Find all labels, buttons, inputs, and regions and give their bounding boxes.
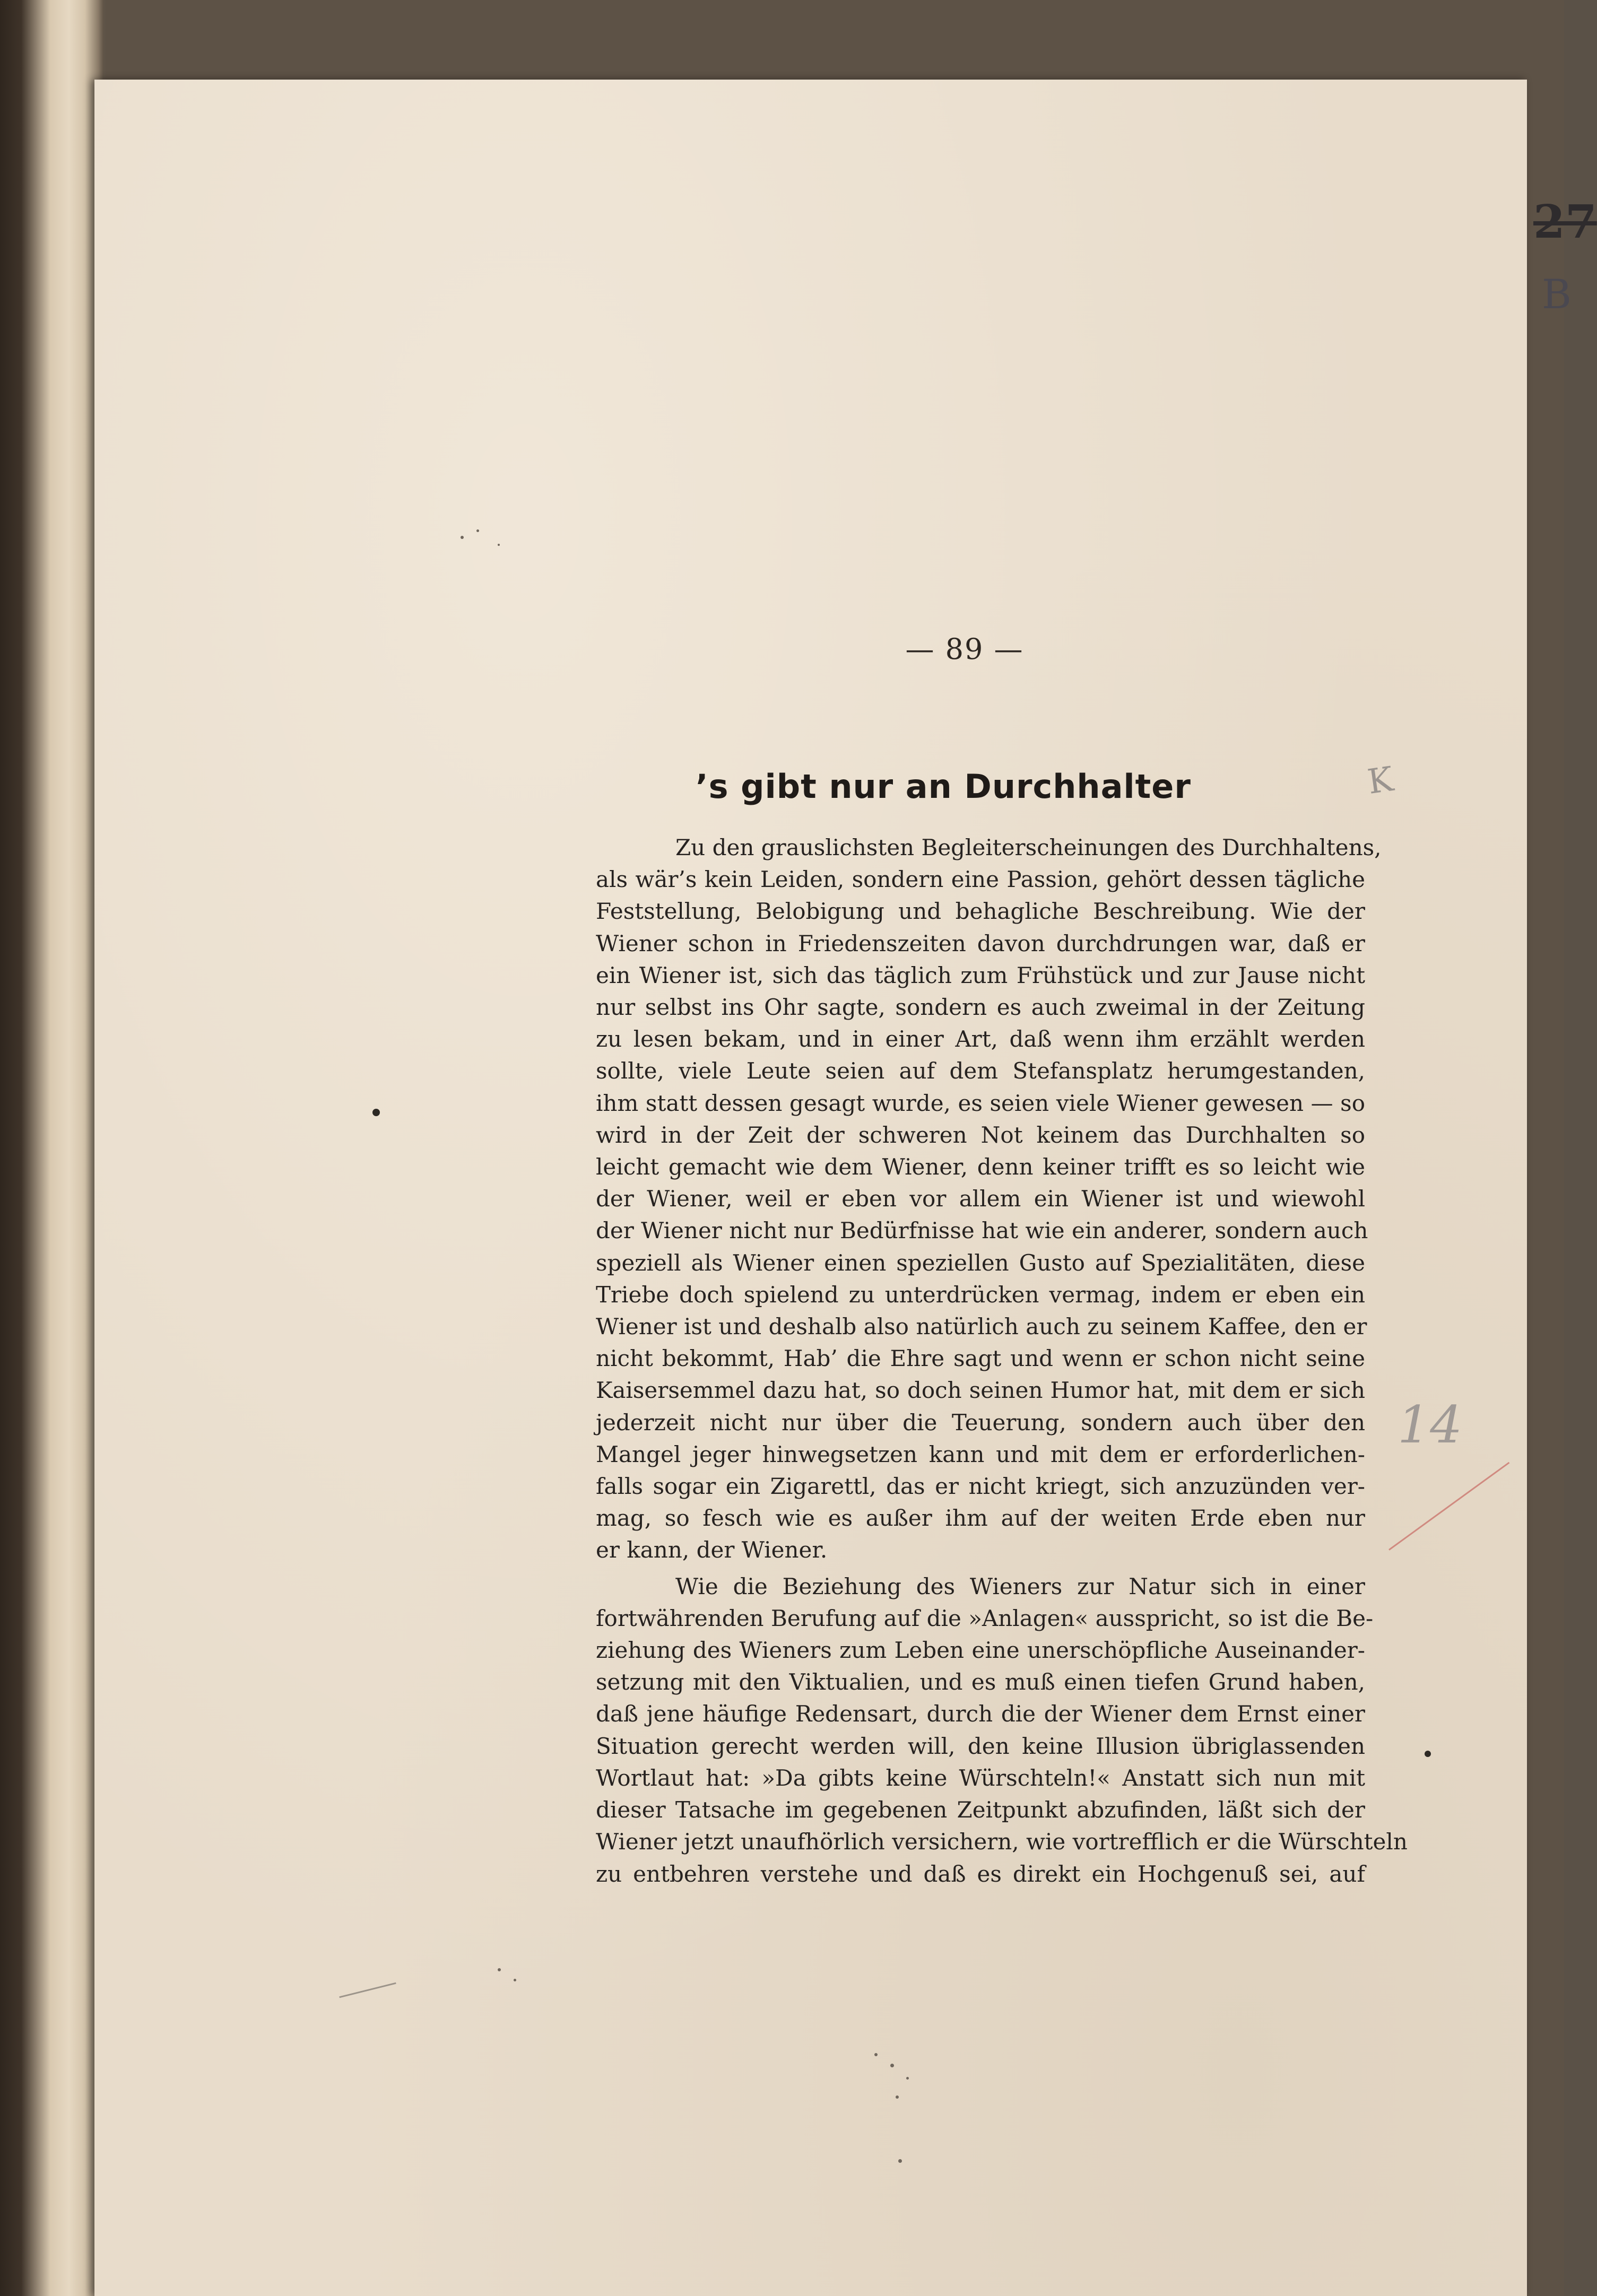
margin-note-k-mark: K (1365, 760, 1396, 802)
text-line: Triebe doch spielend zu unterdrücken vermag, indem er eben ein (596, 1281, 1365, 1308)
paragraph-2 (596, 1571, 1408, 1890)
paper-page (94, 80, 1597, 2296)
text-line: fortwährenden Berufung auf die »Anlagen« ausspricht, so ist die Be- (596, 1605, 1374, 1631)
text-line: Wiener ist und deshalb also natürlich auch zu seinem Kaffee, den er (596, 1314, 1367, 1340)
text-line: ziehung des Wieners zum Leben eine unerschöpfliche Auseinander- (596, 1637, 1365, 1664)
book-binding-edge (0, 0, 103, 2296)
paper-speck (896, 2095, 899, 2099)
red-pencil-stroke (1388, 1462, 1509, 1551)
text-line: Wiener schon in Friedenszeiten davon durchdrungen war, daß er (596, 930, 1365, 956)
paper-speck (898, 2159, 902, 2163)
text-line: jederzeit nicht nur über die Teuerung, sondern auch über den (596, 1409, 1365, 1436)
text-line: der Wiener nicht nur Bedürfnisse hat wie ein anderer, sondern auch (596, 1217, 1368, 1244)
text-line: dieser Tatsache im gegebenen Zeitpunkt abzufinden, läßt sich der (596, 1797, 1365, 1823)
paper-speck (498, 544, 500, 546)
text-line: mag, so fesch wie es außer ihm auf der weiten Erde eben nur (596, 1505, 1365, 1532)
text-line: nur selbst ins Ohr sagte, sondern es auch zweimal in der Zeitung (596, 994, 1365, 1021)
text-line: der Wiener, weil er eben vor allem ein Wiener ist und wiewohl (596, 1186, 1365, 1212)
text-line: sollte, viele Leute seien auf dem Stefansplatz herumgestanden, (596, 1058, 1365, 1084)
paper-speck (498, 1968, 501, 1971)
pencil-stroke (339, 1982, 396, 1998)
paragraph-gap (596, 1567, 1365, 1571)
paper-speck (476, 529, 479, 532)
margin-dot-left (372, 1109, 380, 1116)
text-line: er kann, der Wiener. (596, 1537, 828, 1563)
paragraph-1 (596, 832, 1382, 1567)
text-line: Situation gerecht werden will, den keine Illusion übriglassenden (596, 1733, 1365, 1759)
margin-dot-right (1425, 1751, 1431, 1757)
margin-note-page-count: 27 (1533, 195, 1597, 249)
text-line: ihm statt dessen gesagt wurde, es seien viele Wiener gewesen — so (596, 1090, 1365, 1116)
text-line: nicht bekommt, Hab’ die Ehre sagt und wenn er schon nicht seine (596, 1345, 1365, 1372)
text-line: setzung mit den Viktualien, und es muß einen tiefen Grund haben, (596, 1669, 1365, 1695)
text-line: zu lesen bekam, und in einer Art, daß wenn ihm erzählt werden (596, 1026, 1365, 1053)
text-line: daß jene häufige Redensart, durch die der Wiener dem Ernst einer (596, 1701, 1365, 1727)
text-line: Wie die Beziehung des Wieners zur Natur sich in einer (675, 1573, 1365, 1599)
text-line: speziell als Wiener einen speziellen Gusto auf Spezialitäten, diese (596, 1249, 1365, 1276)
text-line: Mangel jeger hinwegsetzen kann und mit dem er erforderlichen- (596, 1441, 1365, 1467)
paper-speck (906, 2077, 909, 2080)
paper-speck (514, 1979, 516, 1981)
paper-speck (461, 536, 464, 539)
text-line: leicht gemacht wie dem Wiener, denn keiner trifft es so leicht wie (596, 1154, 1365, 1180)
text-line: als wär’s kein Leiden, sondern eine Passion, gehört dessen tägliche (596, 866, 1365, 893)
article-title: ’s gibt nur an Durchhalter (696, 767, 1191, 806)
page-number: — 89 — (905, 632, 1024, 666)
paper-speck (874, 2053, 878, 2056)
text-line: wird in der Zeit der schweren Not keinem das Durchhalten so (596, 1121, 1365, 1148)
margin-note-pencil-mark: 14 (1398, 1395, 1463, 1455)
paper-speck (890, 2064, 894, 2067)
text-line: Kaisersemmel dazu hat, so doch seinen Humor hat, mit dem er sich (596, 1377, 1365, 1404)
text-line: Wiener jetzt unaufhörlich versichern, wie vortrefflich er die Würschteln (596, 1829, 1408, 1855)
text-line: falls sogar ein Zigarettl, das er nicht kriegt, sich anzuzünden ver- (596, 1473, 1365, 1500)
text-line: Feststellung, Belobigung und behagliche Beschreibung. Wie der (596, 898, 1365, 925)
text-line: zu entbehren verstehe und daß es direkt ein Hochgenuß sei, auf (596, 1860, 1365, 1887)
text-line: Zu den grauslichsten Begleiterscheinungen des Durchhaltens, (675, 834, 1382, 860)
text-line: Wortlaut hat: »Da gibts keine Würschteln!« Anstatt sich nun mit (596, 1764, 1365, 1791)
article-body (596, 832, 1408, 1890)
margin-note-letter: B (1542, 271, 1572, 318)
text-line: ein Wiener ist, sich das täglich zum Frühstück und zur Jause nicht (596, 962, 1365, 988)
